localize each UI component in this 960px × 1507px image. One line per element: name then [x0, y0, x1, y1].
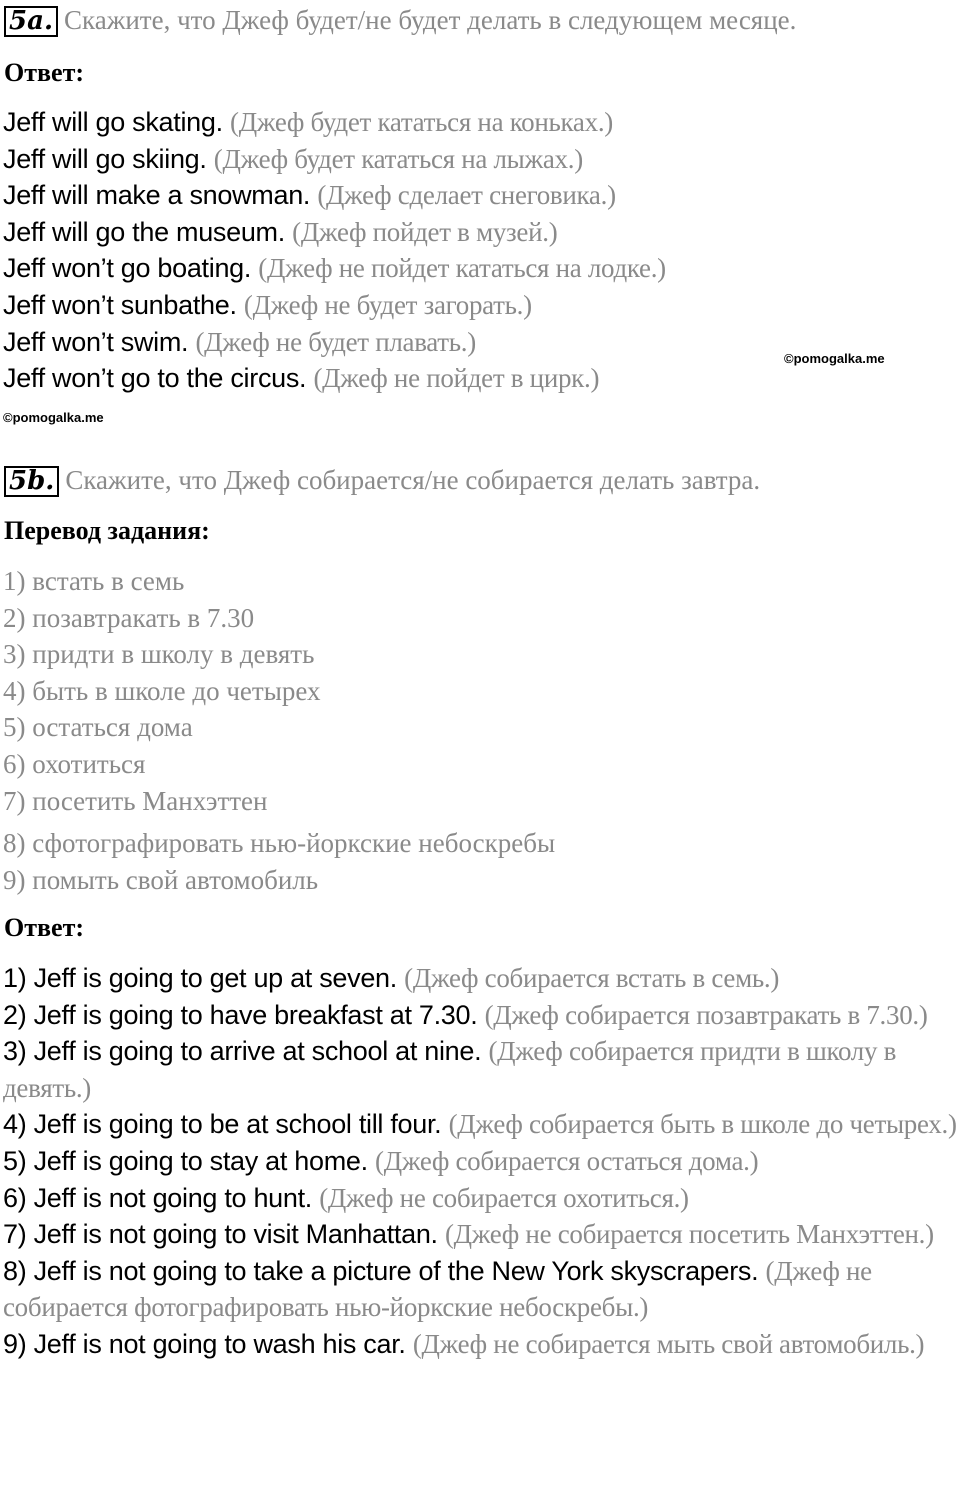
answer-item: [3, 1253, 960, 1326]
translation-list-5b-cont: [3, 825, 555, 898]
answer-ru: (Джеф не собирается мыть свой автомобиль.): [412, 1328, 925, 1359]
translation-item: 6) охотиться: [3, 748, 146, 779]
task-5a: [4, 5, 796, 37]
translation-item: 5) остаться дома: [3, 712, 193, 743]
answer-en: Jeff will go skiing.: [3, 143, 207, 174]
answer-item: [3, 1033, 960, 1106]
translation-list-5b: [3, 563, 321, 819]
answer-en: 1) Jeff is going to get up at seven.: [3, 963, 397, 993]
answer-item: [3, 997, 960, 1034]
answer-en: 6) Jeff is not going to hunt.: [3, 1182, 313, 1213]
translation-item: 7) посетить Манхэттен: [3, 785, 268, 816]
translation-heading-5b: Перевод задания:: [4, 516, 210, 545]
answer-en: Jeff won’t go boating.: [3, 253, 252, 284]
answer-en: Jeff won’t sunbathe.: [3, 289, 237, 320]
answer-ru: (Джеф собирается придти в школу в девять.): [3, 1036, 897, 1103]
translation-item: 9) помыть свой автомобиль: [3, 864, 319, 895]
answer-en: 5) Jeff is going to stay at home.: [3, 1145, 368, 1176]
answer-ru: (Джеф не пойдет в цирк.): [313, 363, 600, 394]
answer-ru: (Джеф будет кататься на лыжах.): [213, 143, 583, 174]
task-number-5b: 5b.: [4, 466, 59, 497]
answer-ru: (Джеф не будет загорать.): [243, 289, 532, 320]
answer-ru: (Джеф не собирается фотографировать нью-йоркские небоскребы.): [3, 1255, 872, 1323]
answer-en: Jeff won’t swim.: [3, 326, 189, 357]
answer-ru: (Джеф сделает снеговика.): [317, 180, 616, 211]
answer-ru: (Джеф собирается встать в семь.): [404, 963, 780, 993]
answer-heading-5b: Ответ:: [4, 913, 85, 942]
task-text-5b: Скажите, что Джеф собирается/не собирается делать завтра.: [65, 465, 761, 495]
answer-line: [3, 250, 958, 287]
answer-en: 2) Jeff is going to have breakfast at 7.30.: [3, 999, 478, 1030]
answer-item: [3, 1180, 960, 1217]
answer-ru: (Джеф не собирается охотиться.): [319, 1182, 689, 1213]
task-number-5a: 5a.: [4, 6, 58, 37]
answer-en: Jeff will make a snowman.: [3, 180, 311, 211]
answer-item: [3, 1106, 960, 1143]
watermark-left: ©pomogalka.me: [3, 410, 104, 425]
answer-en: Jeff will go skating.: [3, 107, 223, 137]
answer-line: [3, 214, 958, 251]
answer-en: 3) Jeff is going to arrive at school at nine.: [3, 1036, 482, 1067]
answer-line: [3, 104, 958, 141]
answer-ru: (Джеф будет кататься на коньках.): [230, 107, 613, 137]
translation-item: 8) сфотографировать нью-йоркские небоскребы: [3, 828, 556, 858]
watermark-right: ©pomogalka.me: [784, 351, 885, 366]
answer-item: [3, 1326, 960, 1363]
answer-heading-5a: Ответ:: [4, 58, 85, 87]
translation-item: 2) позавтракать в 7.30: [3, 602, 255, 633]
answer-ru: (Джеф собирается остаться дома.): [375, 1145, 759, 1176]
answer-ru: (Джеф пойдет в музей.): [292, 216, 558, 247]
answer-item: [3, 1143, 960, 1180]
translation-item: 4) быть в школе до четырех: [3, 675, 321, 706]
answer-list-5b: [3, 960, 960, 1363]
answer-en: Jeff will go the museum.: [3, 216, 285, 247]
answer-en: 7) Jeff is not going to visit Manhattan.: [3, 1219, 438, 1250]
answer-line: [3, 287, 958, 324]
answer-ru: (Джеф не собирается посетить Манхэттен.): [444, 1219, 934, 1250]
answer-ru: (Джеф не пойдет кататься на лодке.): [258, 253, 666, 284]
translation-item: 1) встать в семь: [3, 566, 185, 596]
task-text-5a: Скажите, что Джеф будет/не будет делать в следующем месяце.: [64, 5, 797, 35]
answer-en: 8) Jeff is not going to take a picture of the New York skyscrapers.: [3, 1255, 759, 1286]
answer-item: [3, 960, 960, 997]
answer-ru: (Джеф собирается позавтракать в 7.30.): [484, 999, 928, 1030]
answer-line: [3, 177, 958, 214]
task-5b: [4, 465, 760, 497]
answer-en: Jeff won’t go to the circus.: [3, 363, 307, 394]
translation-item: 3) придти в школу в девять: [3, 639, 315, 670]
answer-en: 9) Jeff is not going to wash his car.: [3, 1328, 406, 1359]
answer-line: [3, 141, 958, 178]
answer-item: [3, 1216, 960, 1253]
answer-ru: (Джеф не будет плавать.): [195, 326, 476, 357]
answer-en: 4) Jeff is going to be at school till four.: [3, 1109, 442, 1140]
answer-ru: (Джеф собирается быть в школе до четырех.): [448, 1109, 957, 1140]
